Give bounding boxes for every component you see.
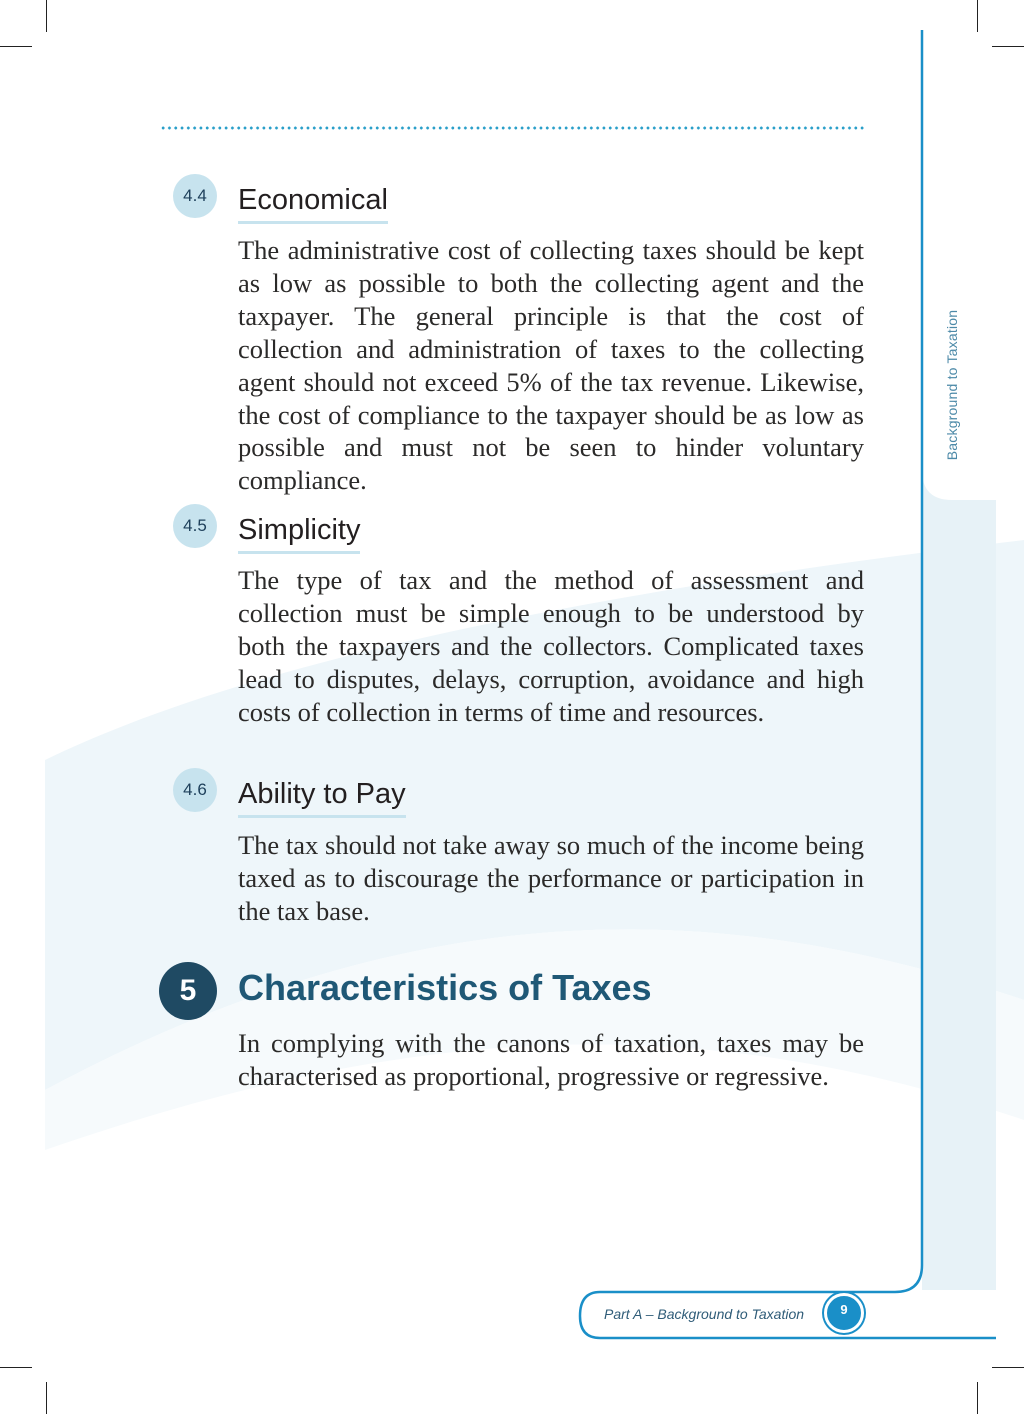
chapter-title: Characteristics of Taxes [238, 967, 652, 1008]
chapter-number-badge: 5 [159, 962, 217, 1020]
side-tab-panel [922, 30, 996, 1290]
section-body: The tax should not take away so much of the income being taxed as to discourage the performance or participation in the tax base. [238, 830, 864, 926]
section-body: The type of tax and the method of assessment and collection must be simple enough to be understood by both the taxpayers and the collectors. Complicated taxes lead to disputes, delays, corruption, avoidance and high costs of collection in terms of time and resources. [238, 565, 864, 727]
footer-part-label: Part A – Background to Taxation [604, 1306, 805, 1322]
section-title: Simplicity [238, 513, 360, 554]
running-head: Background to Taxation [944, 309, 960, 461]
chapter-body: In complying with the canons of taxation, taxes may be characterised as proportional, progressive or regressive. [238, 1028, 864, 1091]
section-body: The administrative cost of collecting taxes should be kept as low as possible to both the collecting agent and the taxpayer. The general principle is that the cost of collection and administration of taxes to the collecting agent should not exceed 5% of the tax revenue. Likewise, the cost of compliance to the taxpayer should be as low as possible and must not be seen to hinder voluntary compliance. [238, 235, 864, 496]
section-title: Economical [238, 183, 388, 224]
section-number-badge: 4.5 [173, 504, 217, 548]
crop-mark [46, 1382, 47, 1414]
crop-mark [0, 46, 32, 47]
section-number-badge: 4.6 [173, 768, 217, 812]
crop-mark [992, 1367, 1024, 1368]
section-title: Ability to Pay [238, 777, 406, 818]
crop-mark [992, 46, 1024, 47]
page-number: 9 [824, 1293, 864, 1333]
top-dotted-rule [160, 126, 864, 130]
crop-mark [977, 1382, 978, 1414]
section-number-badge: 4.4 [173, 174, 217, 218]
crop-mark [46, 0, 47, 32]
crop-mark [977, 0, 978, 32]
crop-mark [0, 1367, 32, 1368]
